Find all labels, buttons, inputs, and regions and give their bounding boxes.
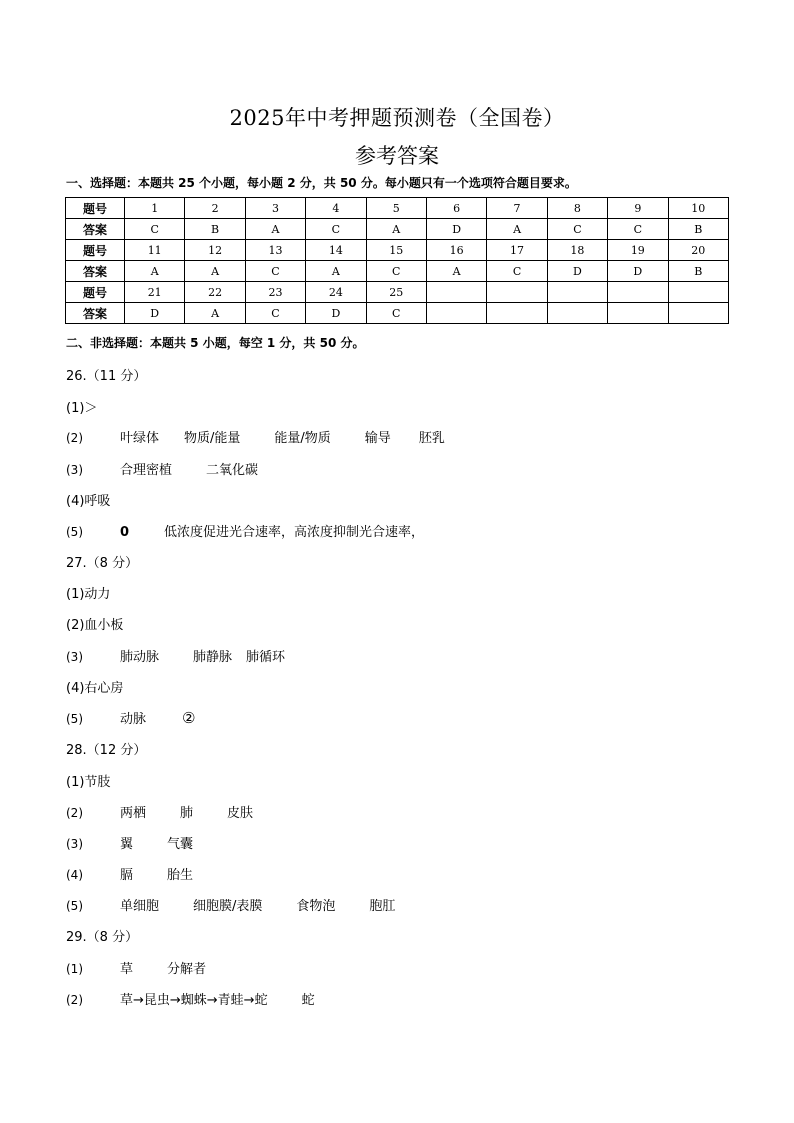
table-cell: A — [366, 219, 426, 240]
answer-item: 草→昆虫→蜘蛛→青蛙→蛇 — [120, 993, 268, 1008]
answer-item: 0 — [120, 525, 130, 540]
q26-line-2-label: (2) — [66, 431, 83, 445]
answer-item: 细胞膜/表膜 — [193, 899, 263, 914]
q27-line-3 — [66, 646, 315, 666]
question-27-header: 27.（8 分） — [66, 556, 139, 571]
table-cell: 18 — [547, 240, 607, 261]
table-cell: C — [125, 219, 185, 240]
table-cell: A — [487, 219, 547, 240]
answer-item: 肺动脉 — [120, 650, 160, 665]
table-cell: C — [487, 261, 547, 282]
q26-line-5 — [66, 521, 454, 541]
answer-item: 食物泡 — [296, 899, 336, 914]
table-cell — [668, 282, 728, 303]
page-subtitle: 参考答案 — [355, 144, 439, 168]
q26-line-4: (4)呼吸 — [66, 494, 111, 509]
row-label-cell: 答案 — [66, 303, 125, 324]
q27-line-4: (4)右心房 — [66, 681, 124, 696]
question-26-header: 26.（11 分） — [66, 369, 147, 384]
table-cell: 5 — [366, 198, 426, 219]
answer-item: 草 — [120, 962, 134, 977]
q26-line-5-label: (5) — [66, 525, 83, 539]
table-cell: 7 — [487, 198, 547, 219]
q26-line-1: (1)＞ — [66, 401, 98, 416]
q27-line-5 — [66, 708, 225, 728]
answer-item: 胎生 — [167, 868, 194, 883]
row-label-cell: 题号 — [66, 198, 125, 219]
answer-item: 叶绿体 — [120, 431, 160, 446]
table-cell: C — [366, 261, 426, 282]
table-cell: 23 — [245, 282, 305, 303]
q27-line-2: (2)血小板 — [66, 618, 124, 633]
q28-line-5 — [66, 895, 425, 915]
q28-line-1: (1)节肢 — [66, 775, 111, 790]
q28-line-4 — [66, 864, 223, 884]
table-cell: 14 — [306, 240, 366, 261]
table-cell: D — [608, 261, 668, 282]
q26-line-3 — [66, 459, 288, 479]
answer-item: 肺循环 — [246, 650, 286, 665]
table-cell — [426, 282, 486, 303]
table-cell: 13 — [245, 240, 305, 261]
q27-line-3-label: (3) — [66, 650, 83, 664]
table-cell: A — [185, 303, 245, 324]
table-row — [66, 282, 729, 303]
answer-item: 皮肤 — [227, 806, 254, 821]
table-cell — [426, 303, 486, 324]
table-cell — [547, 303, 607, 324]
table-cell: C — [245, 261, 305, 282]
question-28-header: 28.（12 分） — [66, 743, 147, 758]
table-cell: C — [608, 219, 668, 240]
table-cell — [608, 282, 668, 303]
table-row — [66, 261, 729, 282]
table-cell: C — [245, 303, 305, 324]
table-cell: B — [668, 219, 728, 240]
table-row — [66, 303, 729, 324]
table-row — [66, 240, 729, 261]
table-cell: 20 — [668, 240, 728, 261]
table-cell: 11 — [125, 240, 185, 261]
answer-item: 物质/能量 — [184, 431, 241, 446]
table-cell: 1 — [125, 198, 185, 219]
q26-line-3-label: (3) — [66, 463, 83, 477]
table-cell: A — [306, 261, 366, 282]
table-cell: 15 — [366, 240, 426, 261]
table-cell: 21 — [125, 282, 185, 303]
table-cell: A — [185, 261, 245, 282]
q28-line-3-label: (3) — [66, 837, 83, 851]
table-cell — [487, 303, 547, 324]
q27-line-1: (1)动力 — [66, 587, 111, 602]
table-cell: 10 — [668, 198, 728, 219]
answer-item: 两栖 — [120, 806, 147, 821]
table-cell: 12 — [185, 240, 245, 261]
q29-line-2-label: (2) — [66, 993, 83, 1007]
q28-line-3 — [66, 833, 223, 853]
answer-item: 肺 — [180, 806, 194, 821]
table-cell: 3 — [245, 198, 305, 219]
q26-line-2 — [66, 427, 475, 447]
row-label-cell: 答案 — [66, 261, 125, 282]
answer-item: 膈 — [120, 868, 134, 883]
answer-item: 低浓度促进光合速率，高浓度抑制光合速率， — [164, 525, 425, 540]
question-29-header: 29.（8 分） — [66, 930, 139, 945]
q28-line-5-label: (5) — [66, 899, 83, 913]
table-cell: C — [547, 219, 607, 240]
answer-item: 胚乳 — [418, 431, 445, 446]
q29-line-2 — [66, 989, 345, 1009]
row-label-cell: 题号 — [66, 240, 125, 261]
q28-line-4-label: (4) — [66, 868, 83, 882]
q29-line-1-label: (1) — [66, 962, 83, 976]
table-cell: B — [185, 219, 245, 240]
answer-item: 气囊 — [167, 837, 194, 852]
table-cell: 19 — [608, 240, 668, 261]
table-cell — [547, 282, 607, 303]
table-cell: D — [306, 303, 366, 324]
q28-line-2-label: (2) — [66, 806, 83, 820]
answer-table — [65, 197, 729, 324]
table-cell — [487, 282, 547, 303]
table-cell: 16 — [426, 240, 486, 261]
answer-item: 蛇 — [301, 993, 315, 1008]
table-cell: A — [426, 261, 486, 282]
table-cell: 17 — [487, 240, 547, 261]
answer-item: 动脉 — [120, 712, 147, 727]
table-cell: D — [547, 261, 607, 282]
section-heading-nonchoice: 二、非选择题：本题共 5 小题，每空 1 分，共 50 分。 — [66, 336, 365, 350]
table-cell: A — [245, 219, 305, 240]
table-row — [66, 219, 729, 240]
answer-item: 肺静脉 — [193, 650, 233, 665]
answer-item: 合理密植 — [120, 463, 173, 478]
section-heading-choice: 一、选择题：本题共 25 个小题，每小题 2 分，共 50 分。每小题只有一个选项符合题目要求。 — [66, 176, 577, 190]
table-cell: 4 — [306, 198, 366, 219]
page-title: 2025年中考押题预测卷（全国卷） — [229, 106, 565, 130]
answer-item: 输导 — [364, 431, 391, 446]
row-label-cell: 题号 — [66, 282, 125, 303]
table-cell: 8 — [547, 198, 607, 219]
table-cell: 24 — [306, 282, 366, 303]
answer-item: ② — [182, 709, 196, 727]
table-cell: 25 — [366, 282, 426, 303]
table-cell: B — [668, 261, 728, 282]
table-cell: D — [125, 303, 185, 324]
q27-line-5-label: (5) — [66, 712, 83, 726]
row-label-cell: 答案 — [66, 219, 125, 240]
table-cell: C — [366, 303, 426, 324]
table-cell — [668, 303, 728, 324]
table-cell: 6 — [426, 198, 486, 219]
answer-item: 分解者 — [167, 962, 207, 977]
table-cell: D — [426, 219, 486, 240]
answer-item: 胞肛 — [369, 899, 396, 914]
table-row — [66, 198, 729, 219]
table-cell — [608, 303, 668, 324]
answer-item: 二氧化碳 — [206, 463, 259, 478]
q29-line-1 — [66, 958, 236, 978]
answer-item: 翼 — [120, 837, 134, 852]
table-cell: 9 — [608, 198, 668, 219]
q28-line-2 — [66, 802, 283, 822]
table-cell: 2 — [185, 198, 245, 219]
answer-item: 能量/物质 — [274, 431, 331, 446]
answer-item: 单细胞 — [120, 899, 160, 914]
table-cell: C — [306, 219, 366, 240]
table-cell: 22 — [185, 282, 245, 303]
table-cell: A — [125, 261, 185, 282]
